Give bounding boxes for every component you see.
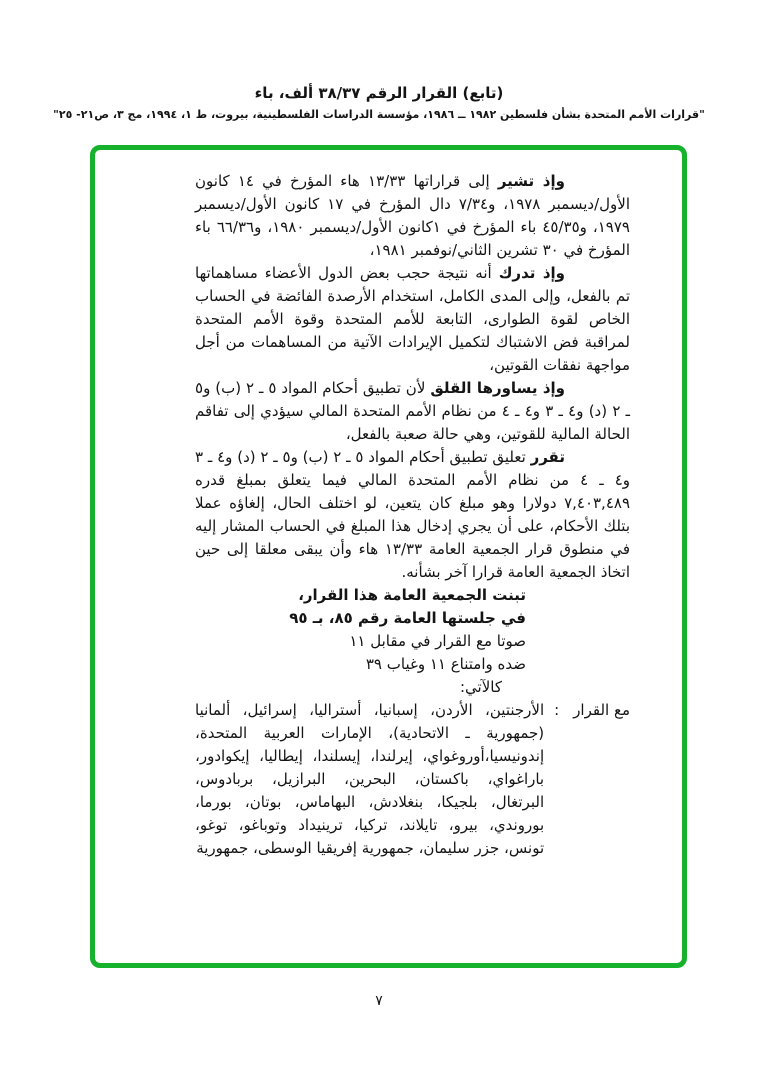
adoption-line: صوتا مع القرار في مقابل ١١: [349, 632, 526, 650]
adoption-line-as-follows: كالآتي:: [460, 678, 502, 696]
vote-in-favour-row: [195, 699, 630, 860]
adoption-line: ضده وامتناع ١١ وغياب ٣٩: [365, 655, 526, 673]
vote-label: مع القرار: [573, 701, 630, 719]
paragraph-lead: وإذ يساورها القلق: [430, 379, 566, 397]
content-box: [90, 145, 687, 968]
adoption-note: [195, 584, 526, 699]
paragraph-body: إلى قراراتها ١٣/٣٣ هاء المؤرخ في ١٤ كانون الأول/ديسمبر ١٩٧٨، و٧/٣٤ دال المؤرخ في ١٧ كانون الأول/ديسمبر ١٩٧٩، و٤٥/٣٥ باء المؤرخ في ١كانون الأول/ديسمبر ١٩٨٠، و٦٦/٣٦ باء المؤرخ في ٣٠ تشرين الثاني/نوفمبر ١٩٨١،: [195, 172, 630, 259]
resolution-paragraph-recalling: [195, 170, 630, 262]
paragraph-lead: تقرر: [530, 448, 565, 466]
page-number: ٧: [375, 993, 383, 1009]
resolution-paragraph-concerned: [195, 377, 630, 446]
resolution-paragraph-decides: [195, 446, 630, 584]
adoption-line: في جلستها العامة رقم ٨٥، بـ ٩٥: [289, 609, 526, 627]
resolution-text: [195, 170, 630, 860]
page-title: (تابع) القرار الرقم ٣٨/٣٧ ألف، باء: [254, 84, 504, 102]
page-subtitle-citation: "قرارات الأمم المتحدة بشأن فلسطين ١٩٨٢ ــ ١٩٨٦، مؤسسة الدراسات الفلسطينية، بيروت، ط ١، ١٩٩٤، مج ٣، ص٢١- ٢٥": [53, 108, 705, 121]
adoption-line: تبنت الجمعية العامة هذا القرار،: [298, 586, 526, 604]
paragraph-body: لأن تطبيق أحكام المواد ٥ ـ ٢ (ب) و٥ ـ ٢ (د) و٤ ـ ٣ و٤ ـ ٤ من نظام الأمم المتحدة المالي سيؤدي إلى تفاقم الحالة المالية للقوتين، وهي حالة صعبة بالفعل،: [195, 379, 630, 443]
paragraph-body: تعليق تطبيق أحكام المواد ٥ ـ ٢ (ب) و٥ ـ ٢ (د) و٤ ـ ٣ و٤ ـ ٤ من نظام الأمم المتحدة المالي فيما يتعلق بمبلغ قدره ٧,٤٠٣,٤٨٩ دولارا وهو مبلغ كان يتعين، لو اختلف الحال، إلغاؤه عملا بتلك الأحكام، على أن يجري إدخال هذا المبلغ في الحساب المشار إليه في منطوق قرار الجمعية العامة ١٣/٣٣ هاء وأن يبقى معلقا إلى حين اتخاذ الجمعية العامة قرارا آخر بشأنه.: [195, 448, 630, 581]
vote-separator: :: [554, 701, 560, 719]
paragraph-lead: وإذ تشير: [497, 172, 565, 190]
paragraph-lead: وإذ تدرك: [498, 264, 565, 282]
paragraph-body: أنه نتيجة حجب بعض الدول الأعضاء مساهماتها تم بالفعل، وإلى المدى الكامل، استخدام الأرصدة الفائضة في الحساب الخاص لقوة الطوارى، التابعة للأمم المتحدة وقوة الأمم المتحدة لمراقبة فض الاشتباك لتكميل الإيرادات الآتية من المساهمات من أجل مواجهة نفقات القوتين،: [195, 264, 630, 374]
resolution-paragraph-recognizing: [195, 262, 630, 377]
vote-countries-list: الأرجنتين، الأردن، إسبانيا، أستراليا، إسرائيل، ألمانيا (جمهورية ـ الاتحادية)، الإمارات العربية المتحدة، إندونيسيا،أوروغواي، إيرلندا، إيسلندا، إيطاليا، إيكوادور، باراغواي، باكستان، البحرين، البرازيل، بربادوس، البرتغال، بلجيكا، بنغلادش، البهاماس، بوتان، بورما، بوروندي، بيرو، تايلاند، تركيا، ترينيداد وتوباغو، توغو، تونس، جزر سليمان، جمهورية إفريقيا الوسطى، جمهورية: [195, 701, 545, 857]
